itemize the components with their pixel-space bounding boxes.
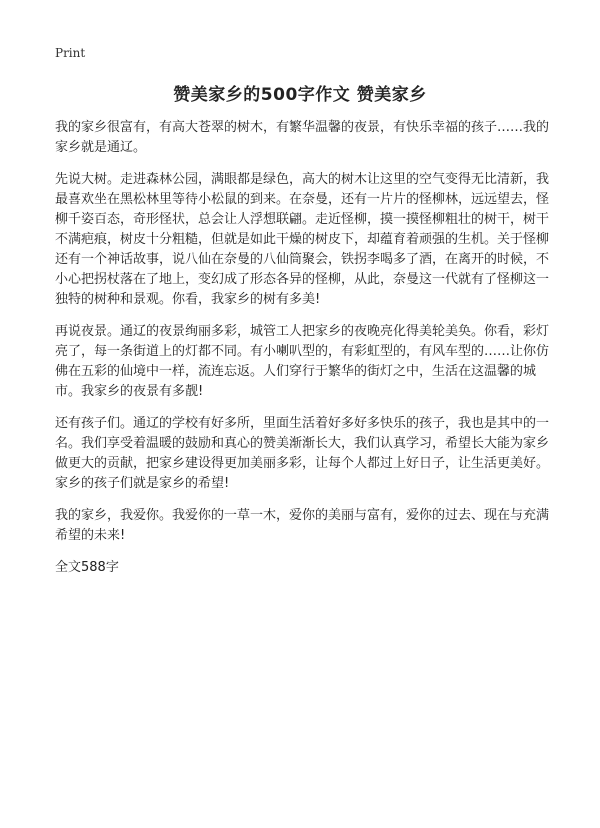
paragraph-conclusion: 我的家乡，我爱你。我爱你的一草一木，爱你的美丽与富有，爱你的过去、现在与充满希望的未来! — [55, 508, 550, 543]
article-title: 赞美家乡的500字作文 赞美家乡 — [173, 85, 427, 105]
word-count: 全文588字 — [55, 560, 119, 575]
article-body — [55, 118, 551, 578]
paragraph-children: 还有孩子们。通辽的学校有好多所，里面生活着好多好多快乐的孩子，我也是其中的一名。我们享受着温暖的鼓励和真心的赞美渐渐长大，我们认真学习，希望长大能为家乡做更大的贡献，把家乡建设得更加美丽多彩，让每个人都过上好日子，让生活更美好。家乡的孩子们就是家乡的希望! — [55, 416, 550, 491]
paragraph-intro: 我的家乡很富有，有高大苍翠的树木，有繁华温馨的夜景，有快乐幸福的孩子……我的家乡就是通辽。 — [55, 120, 550, 155]
paragraph-trees: 先说大树。走进森林公园，满眼都是绿色，高大的树木让这里的空气变得无比清新，我最喜欢坐在黑松林里等待小松鼠的到来。在奈曼，还有一片片的怪柳林，远远望去，怪柳千姿百态，奇形怪状，总会让人浮想联翩。走近怪柳，摸一摸怪柳粗壮的树干，树干不满疤痕，树皮十分粗糙，但就是如此干燥的树皮下，却蕴育着顽强的生机。关于怪柳还有一个神话故事，说八仙在奈曼的八仙筒聚会，铁拐李喝多了酒，在离开的时候，不小心把拐杖落在了地上，变幻成了形态各异的怪柳，从此，奈曼这一代就有了怪柳这一独特的树种和景观。你看，我家乡的树有多美! — [55, 172, 550, 307]
paragraph-night-scene: 再说夜景。通辽的夜景绚丽多彩，城管工人把家乡的夜晚亮化得美轮美奂。你看，彩灯亮了，每一条街道上的灯都不同。有小喇叭型的，有彩虹型的，有风车型的……让你仿佛在五彩的仙境中一样，流连忘返。人们穿行于繁华的街灯之中，生活在这温馨的城市。我家乡的夜景有多靓! — [55, 324, 550, 399]
print-link[interactable]: Print — [55, 46, 86, 60]
